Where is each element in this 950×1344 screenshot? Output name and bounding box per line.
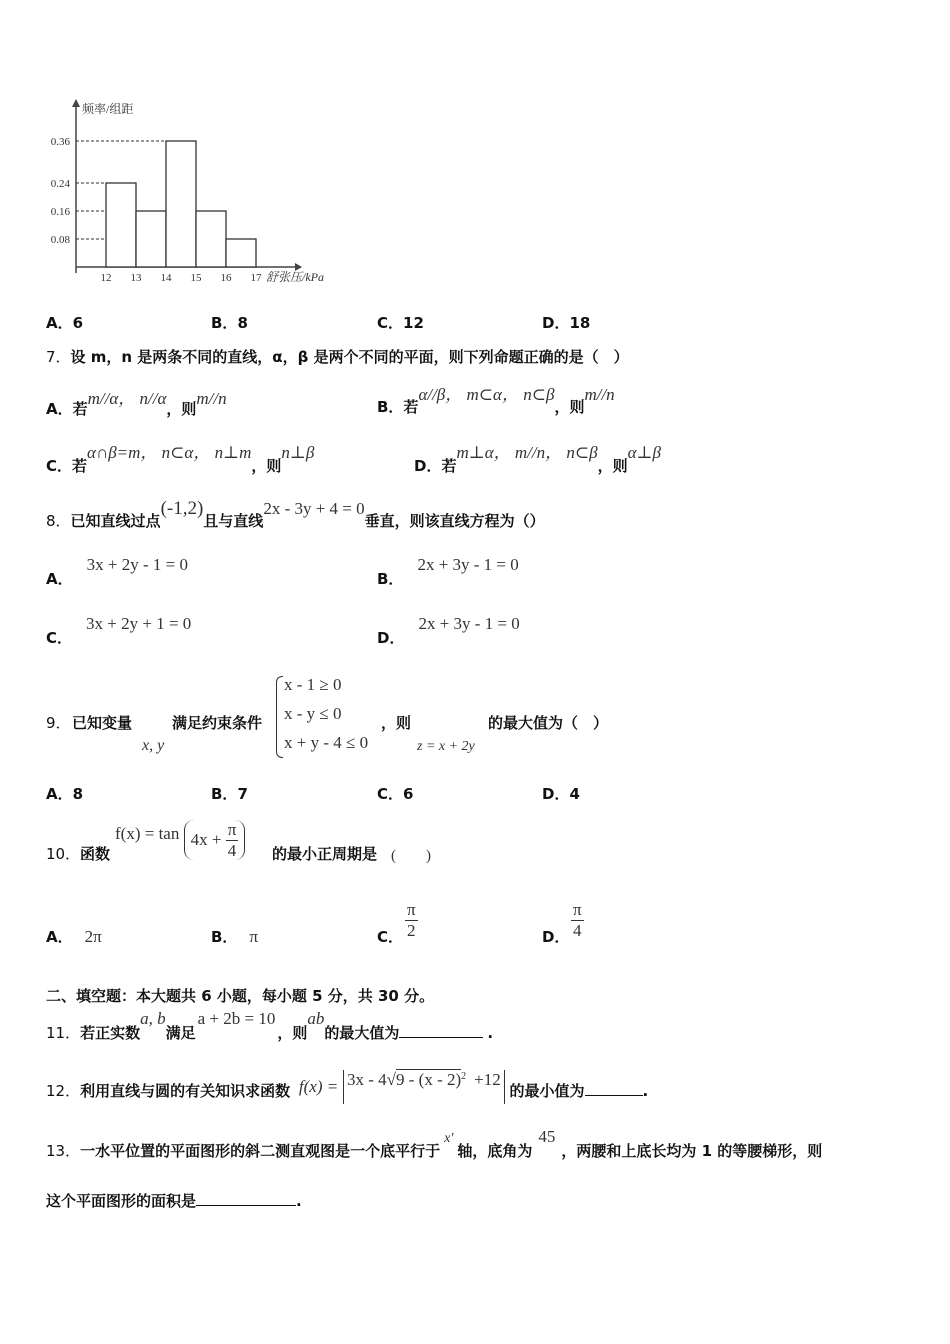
histogram-plot (51, 99, 324, 284)
q10-number: 10． (46, 845, 81, 863)
q6-option-b[interactable]: B．8 (211, 314, 248, 332)
q13-line2: 这个平面图形的面积是 . (46, 1192, 302, 1210)
histogram-bar (196, 211, 226, 267)
q10-option-c-fraction[interactable]: $\frac{\pi}{2}$ (407, 900, 416, 940)
y-axis-label: 频率/组距 (82, 102, 134, 116)
q7-number: 7． (46, 348, 71, 366)
y-axis-arrow (72, 99, 80, 107)
q7-stem (46, 346, 629, 367)
q6-option-d[interactable]: D．18 (542, 314, 591, 332)
q8-point: (-1,2) (160, 498, 204, 519)
q9-stem2: 满足约束条件 (172, 714, 263, 732)
q9-option-c[interactable]: C．6 (377, 785, 414, 803)
q13-line1: 13．一水平位置的平面图形的斜二测直观图是一个底平行于x′轴，底角为45，两腰和上底长均为 1 的等腰梯形，则 (46, 1127, 823, 1160)
x-axis-label: 舒张压/kPa (266, 270, 324, 284)
section-2-heading: 二、填空题：本大题共 6 小题，每小题 5 分，共 30 分。 (46, 987, 435, 1005)
q9-constraint-1: x - 1 ≥ 0 (284, 675, 342, 694)
q8-option-c[interactable]: C．3x + 2y + 1 = 0 (46, 614, 192, 647)
q8-option-b[interactable]: B．2x + 3y - 1 = 0 (377, 555, 519, 588)
q8-given-line: 2x - 3y + 4 = 0 (263, 499, 365, 518)
q10-paren: ( ) (391, 848, 431, 864)
q9-constraint-2: x - y ≤ 0 (284, 704, 342, 723)
q10-stem1: 函数 (80, 845, 111, 863)
q8-option-d[interactable]: D．2x + 3y - 1 = 0 (377, 614, 520, 647)
q9-vars: x, y (142, 737, 165, 754)
q9-stem4: 的最大值为（ ） (488, 714, 609, 732)
q9-option-d[interactable]: D．4 (542, 785, 580, 803)
y-tick-label: 0.16 (50, 206, 70, 218)
histogram-bar (226, 239, 256, 267)
histogram-bar (166, 141, 196, 267)
q9-stem3: ，则 (381, 714, 412, 732)
x-tick-label: 15 (190, 272, 202, 284)
q11-answer-blank[interactable] (399, 1023, 483, 1038)
q8-stem: 8．已知直线过点(-1,2)且与直线2x - 3y + 4 = 0垂直，则该直线方程为（） (46, 498, 545, 530)
x-tick-label: 13 (130, 272, 142, 284)
x-tick-label: 14 (160, 272, 172, 284)
q10-option-a[interactable]: A． 2π (46, 927, 102, 946)
q12-answer-blank[interactable] (585, 1081, 643, 1096)
histogram-bar (106, 183, 136, 267)
frequency-histogram (40, 95, 350, 295)
q10-option-b[interactable]: B． π (211, 927, 259, 946)
q6-option-c[interactable]: C．12 (377, 314, 424, 332)
q12: 12．利用直线与圆的有关知识求函数 f(x) = 3x - 4√9 - (x - 2)$^2$ +12 的最小值为 . (46, 1070, 648, 1104)
q6-option-a[interactable]: A．6 (46, 314, 84, 332)
q9-option-a[interactable]: A．8 (46, 785, 84, 803)
x-tick-label: 17 (250, 272, 262, 284)
q10-big-paren: 4x + $\frac{\pi}{4}$ (184, 820, 246, 860)
q12-abs-value: 3x - 4√9 - (x - 2)$^2$ +12 (343, 1070, 505, 1104)
q7-option-a[interactable]: A．若m//α， n//α，则m//n (46, 389, 227, 418)
y-tick-label: 0.08 (50, 234, 70, 246)
y-tick-label: 0.36 (50, 136, 70, 148)
q10-fraction: $\frac{\pi}{4}$ (227, 820, 237, 860)
q11: 11．若正实数a, b满足a + 2b = 10，则ab的最大值为 . (46, 1009, 494, 1042)
q10-option-d-fraction[interactable]: $\frac{\pi}{4}$ (573, 900, 582, 940)
q7-stem-text: 设 m，n 是两条不同的直线，α，β 是两个不同的平面，则下列命题正确的是（ ） (70, 348, 629, 366)
q13-answer-blank[interactable] (196, 1191, 296, 1206)
q9-objective: z = x + 2y (417, 739, 475, 754)
q7-option-d[interactable]: D．若m⊥α， m//n， n⊂β，则α⊥β (414, 443, 661, 475)
q9-number: 9． (46, 714, 71, 732)
x-tick-label: 16 (220, 272, 232, 284)
x-tick-label: 12 (100, 272, 112, 284)
q7-option-c[interactable]: C．若α∩β=m， n⊂α， n⊥m，则n⊥β (46, 443, 315, 475)
q10-option-c[interactable]: C． (377, 928, 404, 946)
q10-function: f(x) = tan 4x + $\frac{\pi}{4}$ (115, 820, 245, 864)
q7-option-b[interactable]: B．若α//β， m⊂α， n⊂β，则m//n (377, 385, 615, 416)
q9-option-b[interactable]: B．7 (211, 785, 248, 803)
q9-constraint-brace (276, 676, 283, 758)
q8-option-a[interactable]: A．3x + 2y - 1 = 0 (46, 555, 188, 588)
q9-constraint-3: x + y - 4 ≤ 0 (284, 733, 369, 752)
y-tick-label: 0.24 (50, 178, 70, 190)
q10-stem2: 的最小正周期是 (272, 845, 378, 863)
q9-stem1: 已知变量 (72, 714, 133, 732)
q10-option-d[interactable]: D． (542, 928, 570, 946)
histogram-bar (136, 211, 166, 267)
